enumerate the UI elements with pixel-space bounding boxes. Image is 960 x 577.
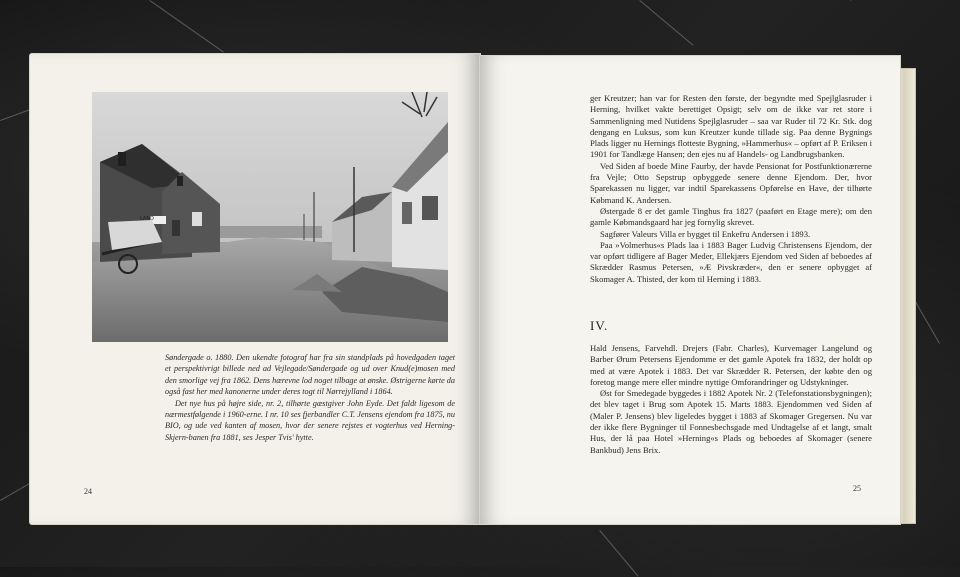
marble-vein [149, 0, 223, 52]
marble-vein [599, 530, 638, 577]
marble-vein [639, 0, 693, 46]
body-paragraph: ger Kreutzer; han var for Resten den første, der begyndte med Spejlglasruder i Herning, hvilket vakte berettiget Opsigt; selv om de ikke var ret store i Sammenligning med Nutidens Spejlglasruder – saa var Ruder til 72 Kr. Stk. dog dengang en Luksus, som kun Kreutzer kunde tillade sig. Paa denne Bygnings Plads ligger nu Hernings flotteste Bygning, »Hammerhus« – opført af P. Eriksen i 1901 for Tandlæge Hansen; den ejes nu af Handels- og Landbrugsbanken. [590, 93, 872, 160]
street-scene-illustration [92, 92, 448, 342]
body-paragraph: Sagfører Valeurs Villa er bygget til Enkefru Andersen i 1893. [600, 228, 811, 239]
body-paragraph: Paa »Volmerhus«s Plads laa i 1883 Bager Ludvig Christensens Ejendom, der var opført tidligere af Bager Meder, Ellekjærs Ejendom ved Siden af beboedes af Skrædder Rasmus Petersen, »Æ Pivskræder«, den er senere opbygget af Skomager A. Thisted, der kom til Herning i 1883. [590, 239, 872, 284]
caption-paragraph: Det nye hus på højre side, nr. 2, tilhørte gæstgiver John Eyde. Det faldt ligesom de nærmestfølgende i 1960-erne. I nr. 10 ses fjerbandler C.T. Jensens ejendom fra 1875, nu BIO, og ude ved kanten af mosen, hvor der senere rejstes et vogterhus ved Herning-Skjern-banen fra 1881, ses Jesper Tvis' hytte. [165, 398, 455, 442]
page-number-right: 25 [853, 484, 861, 493]
marble-vein [914, 300, 940, 344]
photo-caption [165, 352, 455, 443]
body-paragraph: Øst for Smedegade byggedes i 1882 Apotek Nr. 2 (Telefonstationsbygningen); det blev taget i Brug som Apotek 15. Marts 1883. Ejendommen ved Siden af (Maler P. Jensens) blev ligeledes bygget i 1883 af Skomager Gregersen. Nu var der ikke flere Bygninger til Fonnesbechsgade med Undtagelse af et langt, smalt Hus, der lå paa Hotel »Herning«s Plads og beboedes af Skomager (senere Bankbud) Jens Brix. [590, 388, 872, 455]
historic-street-photo [92, 92, 448, 342]
body-paragraph: Ved Siden af boede Mine Faurby, der havde Pensionat for Postfunktionærerne fra Vejle; Otto Sepstrup opbyggede senere denne Ejendom. Der, hvor Sparekassen nu ligger, var indtil Sparekassens Opførelse en Have, der tilhørte Købmand K. Andersen. [590, 160, 872, 205]
right-bottom-text [590, 343, 872, 456]
shop-sign: LAND [140, 216, 154, 222]
body-paragraph: Østergade 8 er det gamle Tinghus fra 1827 (paaført en Etage mere); om den gamle Købmandsgaard har jeg fornylig skrevet. [590, 205, 872, 228]
page-number-left: 24 [84, 487, 92, 496]
chapter-heading: IV. [590, 318, 609, 333]
right-top-text [590, 93, 872, 285]
marble-vein [850, 0, 935, 1]
caption-paragraph: Søndergade o. 1880. Den ukendte fotograf har fra sin standplads på hovedgaden taget et perspektivrigt billede ned ad Vejlegade/Søndergade og ud over Knud(e)mosen med den smorlige vej fra 1862. Dens hærevne lod noget tilbage at ønske. Østrigerne kørte da også fast her med kanonerne under deres togt til Nørrejylland i 1864. [165, 353, 455, 397]
body-paragraph: Hald Jensens, Farvehdl. Drejers (Fabr. Charles), Kurvemager Langelund og Barber Ørum Petersens Ejendomme er det gamle Apotek fra 1832, der holdt op med at være Apotek i 1883. Det var Skrædder R. Petersen, der købte den og foretog mange mere eller mindre nyttige Omforandringer og Udstykninger. [590, 343, 872, 387]
